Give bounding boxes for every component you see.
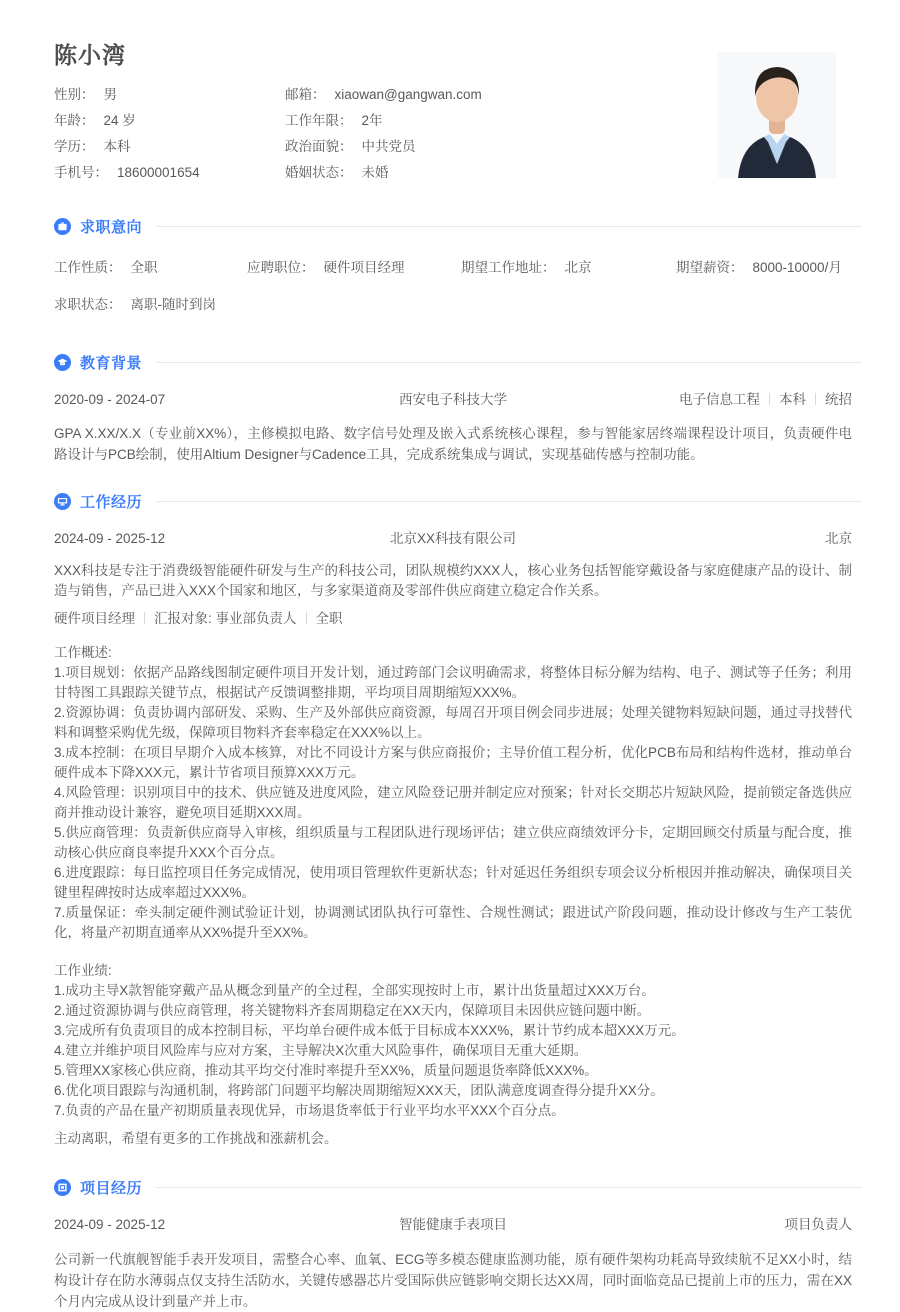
field-label: 应聘职位： — [247, 260, 315, 275]
company-intro: XXX科技是专注于消费级智能硬件研发与生产的科技公司，团队规模约XXX人，核心业务包括智能穿戴设备与家庭健康产品的设计、制造与销售，产品已进入XXX个国家和地区，与多家渠道商及零部件供应商建立稳定合作关系。 — [54, 563, 852, 598]
work-overview-item: 3.成本控制：在项目早期介入成本核算，对比不同设计方案与供应商报价；主导价值工程分析，优化PCB布局和结构件选材，推动单台硬件成本下降XXX元，累计节省项目预算XXX万元。 — [54, 745, 852, 780]
work-overview-item: 7.质量保证：牵头制定硬件测试验证计划，协调测试团队执行可靠性、合规性测试；跟进试产阶段问题，推动设计修改与生产工装优化，将量产初期直通率从XX%提升至XX%。 — [54, 905, 852, 940]
field-value: 未婚 — [361, 165, 389, 180]
work-location: 北京 — [825, 531, 852, 546]
field-value: 硬件项目经理 — [323, 260, 405, 275]
work-overview-item: 4.风险管理：识别项目中的技术、供应链及进度风险，建立风险登记册并制定应对预案；针对长交期芯片短缺风险，提前锁定备选供应商并推动设计兼容，避免项目延期XXX周。 — [54, 785, 852, 820]
position-row — [54, 609, 852, 629]
basic-info-left-column — [54, 82, 285, 186]
field-value: xiaowan@gangwan.com — [334, 87, 482, 102]
field-value: 2年 — [361, 113, 383, 128]
education-meta-row — [54, 390, 852, 410]
education-tags — [622, 390, 852, 410]
project-period: 2024-09 - 2025-12 — [54, 1217, 166, 1232]
field-value: 本科 — [103, 139, 131, 154]
field-label: 手机号： — [54, 165, 108, 180]
field-label: 期望薪资： — [676, 260, 744, 275]
section-divider — [156, 501, 862, 502]
phone-field — [54, 160, 285, 186]
tag-separator — [769, 393, 770, 405]
section-header-project-experience — [54, 1177, 852, 1197]
portrait-photo — [718, 52, 836, 178]
section-header-job-intent — [54, 216, 852, 236]
project-role: 项目负责人 — [784, 1217, 852, 1232]
field-value: 中共党员 — [361, 139, 416, 154]
field-label: 期望工作地址： — [461, 260, 556, 275]
education-level-field — [54, 134, 285, 160]
field-label: 性别： — [54, 87, 95, 102]
section-divider — [156, 362, 862, 363]
work-overview-item: 2.资源协调：负责协调内部研发、采购、生产及外部供应商资源，每周召开项目例会同步进展；处理关键物料短缺问题，通过寻找替代料和调整采购优先级，保障项目物料齐套率稳定在XXX%以上。 — [54, 705, 852, 740]
section-divider — [156, 226, 862, 227]
work-overview-item: 1.项目规划：依据产品路线图制定硬件项目开发计划，通过跨部门会议明确需求，将整体目标分解为结构、电子、测试等子任务；利用甘特图工具跟踪关键节点，根据试产反馈调整排期，平均项目周期缩短XXX%。 — [54, 665, 852, 700]
field-label: 工作性质： — [54, 260, 122, 275]
work-result-item: 7.负责的产品在量产初期质量表现优异，市场退货率低于行业平均水平XXX个百分点。 — [54, 1103, 565, 1118]
work-result-item: 1.成功主导X款智能穿戴产品从概念到量产的全过程，全部实现按时上市，累计出货量超过XXX万台。 — [54, 983, 655, 998]
briefcase-icon — [54, 218, 71, 235]
work-overview-heading: 工作概述: — [54, 645, 112, 660]
school-name: 西安电子科技大学 — [399, 392, 507, 407]
project-meta-row — [54, 1215, 852, 1235]
work-result-item: 6.优化项目跟踪与沟通机制，将跨部门问题平均解决周期缩短XXX天，团队满意度调查得分提升XX分。 — [54, 1083, 664, 1098]
archive-box-icon — [54, 1179, 71, 1196]
field-label: 年龄： — [54, 113, 95, 128]
field-label: 邮箱： — [285, 87, 326, 102]
gender-field — [54, 82, 285, 108]
field-value: 北京 — [564, 260, 592, 275]
age-field — [54, 108, 285, 134]
education-description: GPA X.XX/X.X（专业前XX%），主修模拟电路、数字信号处理及嵌入式系统核心课程，参与智能家居终端课程设计项目，负责硬件电路设计与PCB绘制，使用Altium Designer与Cadence工具，完成系统集成与调试，实现基础传感与控制功能。 — [54, 426, 852, 462]
expected-salary-field — [676, 258, 852, 278]
work-meta-row — [54, 529, 852, 549]
tag-separator — [306, 612, 307, 624]
job-intent-row — [54, 258, 852, 278]
field-label: 婚姻状态： — [285, 165, 353, 180]
admission-type: 统招 — [825, 392, 852, 407]
degree: 本科 — [779, 392, 806, 407]
target-position-field — [247, 258, 461, 278]
report-to: 汇报对象: 事业部负责人 — [154, 611, 297, 626]
work-years-field — [285, 108, 482, 134]
section-title: 教育背景 — [80, 354, 143, 372]
section-divider — [156, 1187, 862, 1188]
basic-info-right-column — [285, 82, 482, 186]
project-name: 智能健康手表项目 — [399, 1217, 507, 1232]
field-value: 18600001654 — [117, 165, 200, 180]
job-status-field — [54, 295, 852, 315]
target-location-field — [461, 258, 676, 278]
email-field — [285, 82, 482, 108]
work-result-item: 4.建立并维护项目风险库与应对方案，主导解决X次重大风险事件，确保项目无重大延期。 — [54, 1043, 588, 1058]
employment-type: 全职 — [315, 611, 343, 626]
position-title: 硬件项目经理 — [54, 611, 135, 626]
job-nature-field — [54, 258, 247, 278]
work-results-heading: 工作业绩: — [54, 963, 112, 978]
work-overview-item: 5.供应商管理：负责新供应商导入审核，组织质量与工程团队进行现场评估；建立供应商绩效评分卡，定期回顾交付质量与配合度，推动核心供应商良率提升XXX个百分点。 — [54, 825, 852, 860]
field-value: 8000-10000/月 — [752, 260, 842, 275]
work-overview-block — [54, 643, 852, 943]
major: 电子信息工程 — [679, 392, 760, 407]
section-title: 项目经历 — [80, 1179, 143, 1197]
work-result-item: 2.通过资源协调与供应商管理，将关键物料齐套周期稳定在XX天内，保障项目未因供应链问题中断。 — [54, 1003, 651, 1018]
field-label: 学历： — [54, 139, 95, 154]
monitor-icon — [54, 493, 71, 510]
portrait-photo-graphic — [718, 52, 836, 178]
project-description: 公司新一代旗舰智能手表开发项目，需整合心率、血氧、ECG等多模态健康监测功能，原有硬件架构功耗高导致续航不足XX小时，结构设计存在防水薄弱点仅支持生活防水，关键传感器芯片受国际供应链影响交期长达XX周，同时面临竞品已提前上市的压力，需在XX个月内完成从设计到量产并上市。 — [54, 1252, 852, 1309]
education-period: 2020-09 - 2024-07 — [54, 392, 166, 407]
graduation-cap-icon — [54, 354, 71, 371]
field-value: 离职-随时到岗 — [130, 297, 216, 312]
work-period: 2024-09 - 2025-12 — [54, 531, 166, 546]
candidate-name: 陈小湾 — [54, 42, 126, 68]
field-label: 政治面貌： — [285, 139, 353, 154]
work-result-item: 3.完成所有负责项目的成本控制目标，平均单台硬件成本低于目标成本XXX%，累计节约成本超XXX万元。 — [54, 1023, 685, 1038]
field-label: 求职状态： — [54, 297, 122, 312]
political-status-field — [285, 134, 482, 160]
marital-status-field — [285, 160, 482, 186]
field-label: 工作年限： — [285, 113, 353, 128]
work-result-item: 5.管理XX家核心供应商，推动其平均交付准时率提升至XX%，质量问题退货率降低XXX%。 — [54, 1063, 598, 1078]
field-value: 24 岁 — [103, 113, 136, 128]
section-title: 工作经历 — [80, 493, 143, 511]
work-results-block — [54, 961, 852, 1121]
tag-separator — [144, 612, 145, 624]
tag-separator — [815, 393, 816, 405]
field-value: 男 — [103, 87, 117, 102]
field-value: 全职 — [130, 260, 158, 275]
section-header-work-experience — [54, 491, 852, 511]
work-overview-item: 6.进度跟踪：每日监控项目任务完成情况，使用项目管理软件更新状态；针对延迟任务组织专项会议分析根因并推动解决，确保项目关键里程碑按时达成率超过XXX%。 — [54, 865, 852, 900]
section-header-education — [54, 352, 852, 372]
section-title: 求职意向 — [80, 218, 143, 236]
company-name: 北京XX科技有限公司 — [389, 531, 516, 546]
leaving-reason: 主动离职，希望有更多的工作挑战和涨薪机会。 — [54, 1131, 338, 1146]
